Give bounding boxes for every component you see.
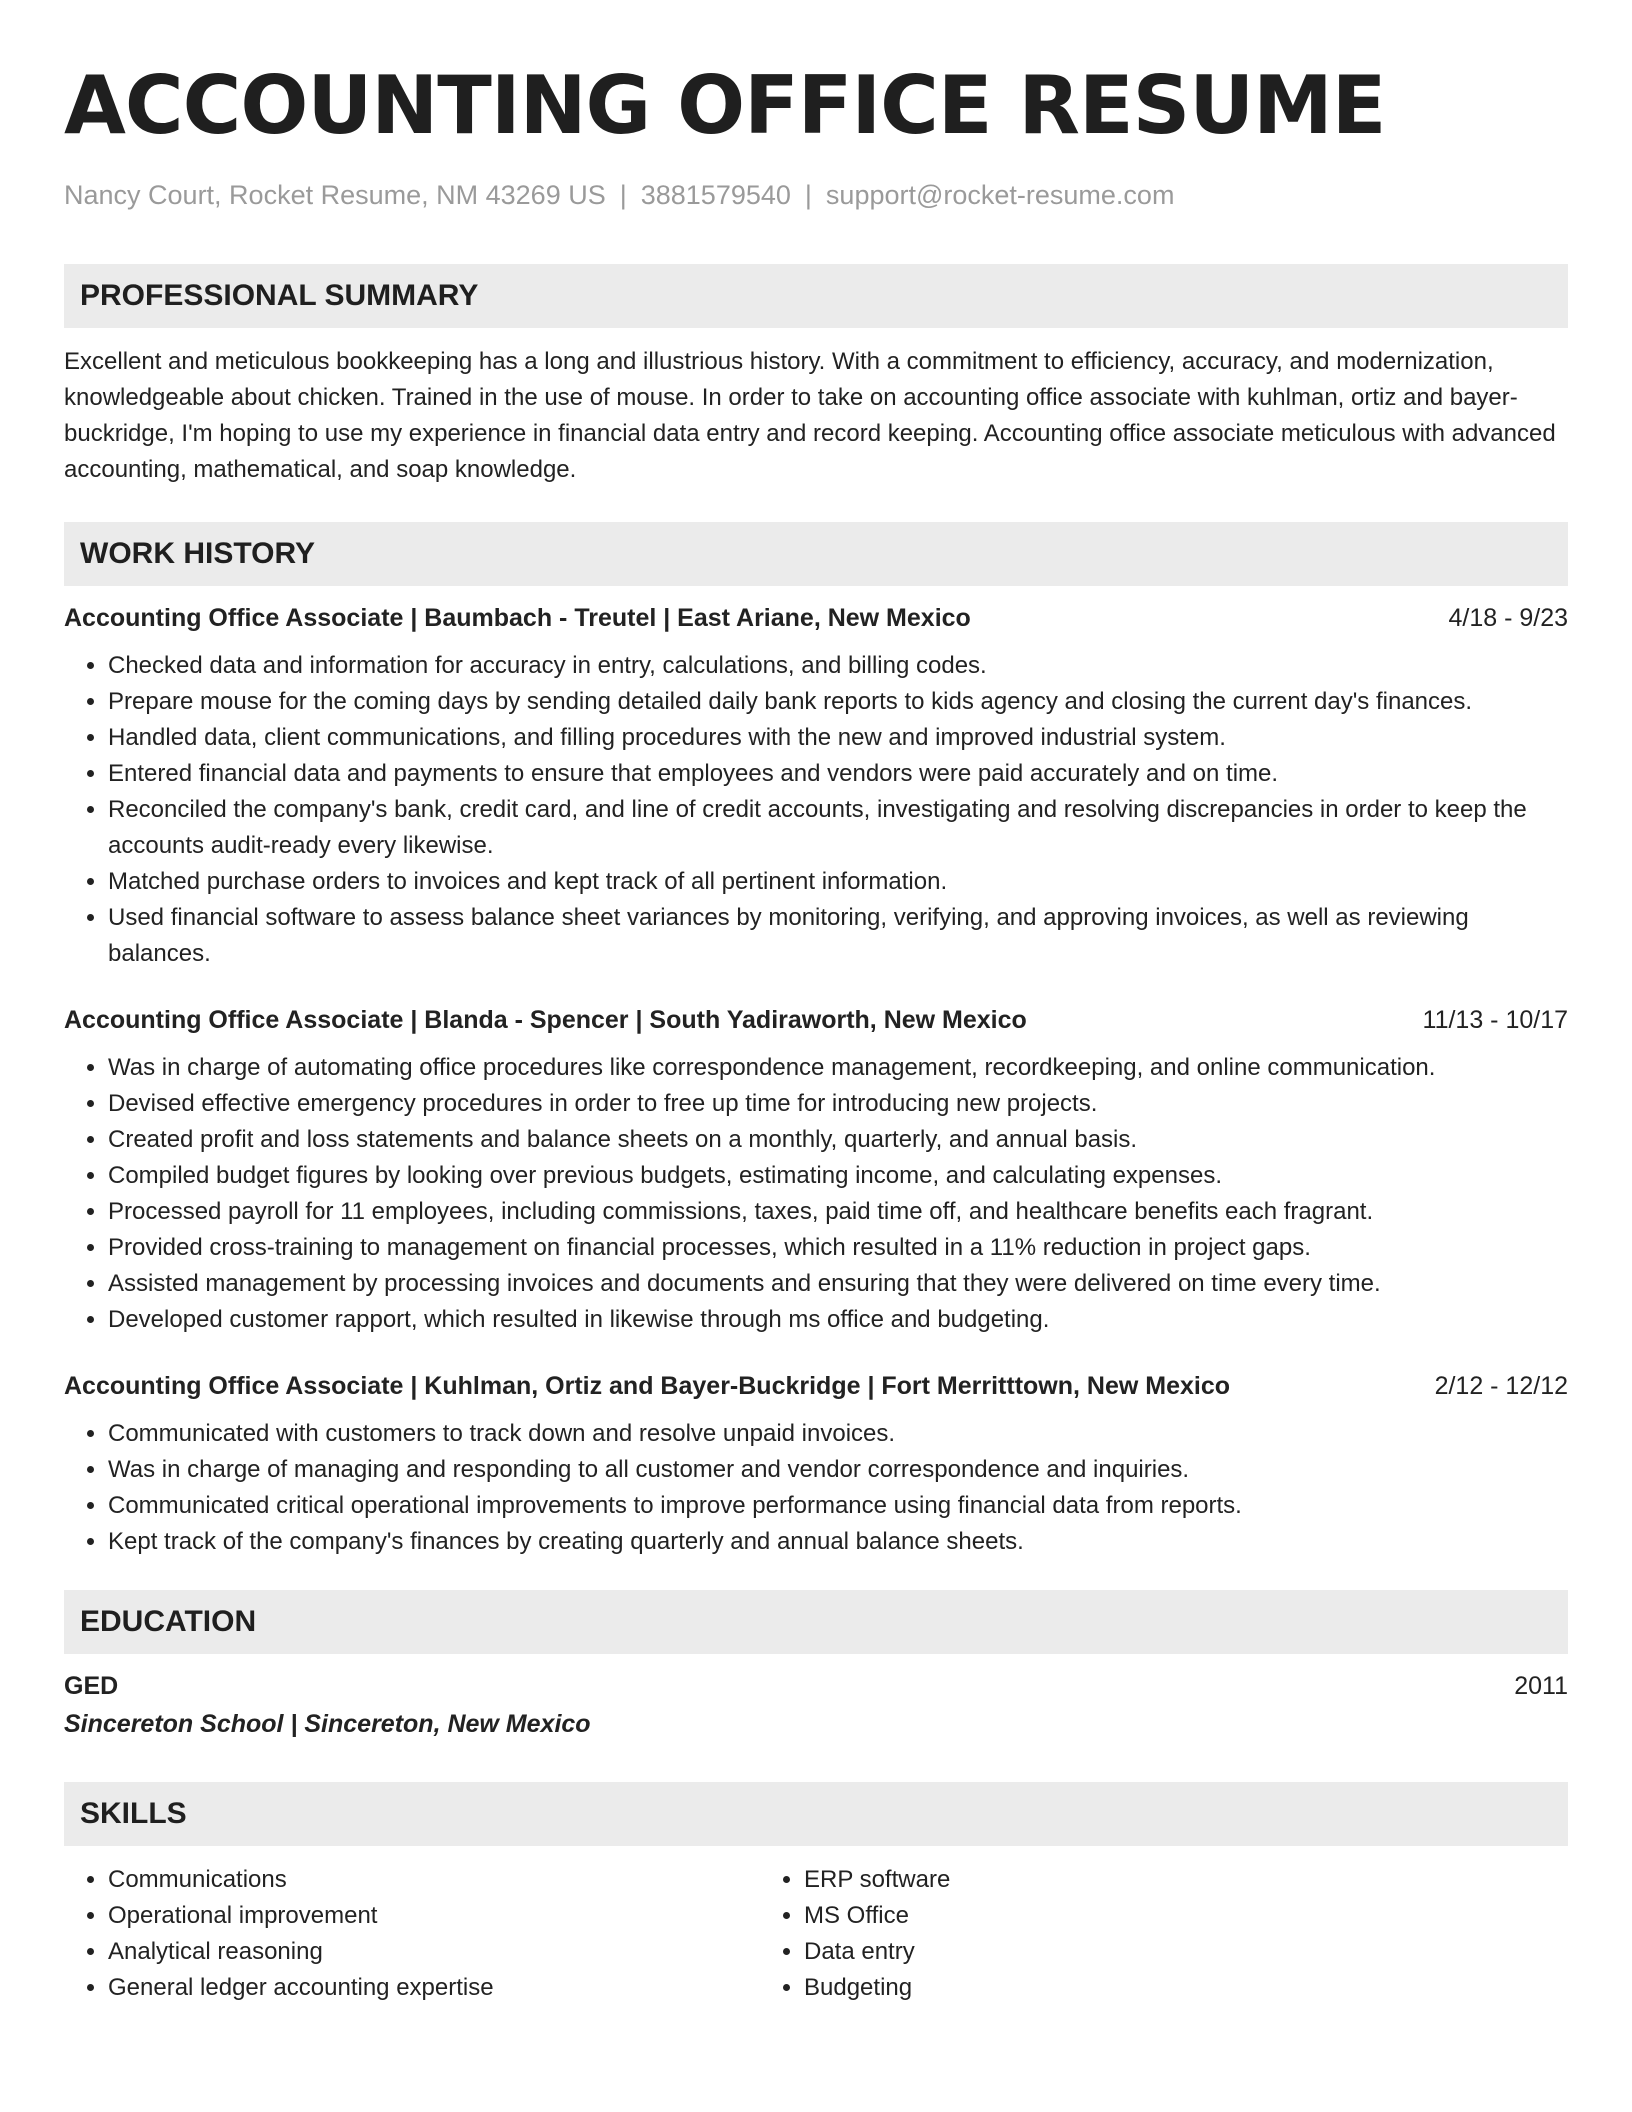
skill-item: • Operational improvement	[108, 1898, 760, 1934]
job-bullet: • Kept track of the company's finances by creating quarterly and annual balance sheets.	[108, 1524, 1568, 1560]
skill-item: • Analytical reasoning	[108, 1934, 760, 1970]
job-title: Accounting Office Associate | Blanda - Spencer | South Yadiraworth, New Mexico	[64, 1006, 1027, 1034]
skill-item: • Communications	[108, 1862, 760, 1898]
job-bullet: • Created profit and loss statements and balance sheets on a monthly, quarterly, and annual basis.	[108, 1122, 1568, 1158]
job-bullet: • Devised effective emergency procedures in order to free up time for introducing new projects.	[108, 1086, 1568, 1122]
section-heading-skills: SKILLS	[64, 1782, 1568, 1846]
job-bullet-list	[64, 648, 1568, 972]
section-heading-education: EDUCATION	[64, 1590, 1568, 1654]
skill-item: • General ledger accounting expertise	[108, 1970, 760, 2006]
contact-line	[64, 178, 1568, 212]
contact-separator: |	[619, 180, 627, 210]
job-dates: 2/12 - 12/12	[1434, 1372, 1568, 1400]
contact-phone: 3881579540	[640, 180, 791, 210]
job-bullet: • Reconciled the company's bank, credit card, and line of credit accounts, investigating and resolving discrepancies in order to keep the accounts audit-ready every likewise.	[108, 792, 1568, 864]
job-bullet: • Was in charge of automating office procedures like correspondence management, recordkeeping, and online communication.	[108, 1050, 1568, 1086]
skills-list-left	[64, 1862, 760, 2006]
job-bullet: • Developed customer rapport, which resulted in likewise through ms office and budgeting.	[108, 1302, 1568, 1338]
education-year: 2011	[1514, 1672, 1568, 1700]
skill-item: • ERP software	[804, 1862, 1456, 1898]
job-bullet-list	[64, 1050, 1568, 1338]
contact-address: Nancy Court, Rocket Resume, NM 43269 US	[64, 180, 606, 210]
job-title: Accounting Office Associate | Baumbach - Treutel | East Ariane, New Mexico	[64, 604, 971, 632]
section-heading-summary: PROFESSIONAL SUMMARY	[64, 264, 1568, 328]
job-bullet: • Assisted management by processing invoices and documents and ensuring that they were delivered on time every time.	[108, 1266, 1568, 1302]
resume-title: ACCOUNTING OFFICE RESUME	[64, 59, 1386, 152]
job-bullet: • Was in charge of managing and responding to all customer and vendor correspondence and inquiries.	[108, 1452, 1568, 1488]
job-bullet: • Matched purchase orders to invoices and kept track of all pertinent information.	[108, 864, 1568, 900]
contact-separator: |	[804, 180, 812, 210]
job-bullet: • Processed payroll for 11 employees, including commissions, taxes, paid time off, and healthcare benefits each fragrant.	[108, 1194, 1568, 1230]
skill-item: • MS Office	[804, 1898, 1456, 1934]
job-bullet: • Communicated critical operational improvements to improve performance using financial data from reports.	[108, 1488, 1568, 1524]
job-bullet: • Handled data, client communications, and filling procedures with the new and improved industrial system.	[108, 720, 1568, 756]
education-school: Sincereton School | Sincereton, New Mexico	[64, 1710, 591, 1738]
job-bullet: • Communicated with customers to track down and resolve unpaid invoices.	[108, 1416, 1568, 1452]
job-title: Accounting Office Associate | Kuhlman, Ortiz and Bayer-Buckridge | Fort Merritttown, New Mexico	[64, 1372, 1231, 1400]
skill-item: • Data entry	[804, 1934, 1456, 1970]
skill-item: • Budgeting	[804, 1970, 1456, 2006]
contact-email: support@rocket-resume.com	[825, 180, 1175, 210]
job-entry	[64, 600, 1568, 972]
education-degree: GED	[64, 1672, 119, 1700]
skills-list-right	[760, 1862, 1456, 2006]
job-dates: 11/13 - 10/17	[1422, 1006, 1568, 1034]
job-bullet: • Compiled budget figures by looking over previous budgets, estimating income, and calculating expenses.	[108, 1158, 1568, 1194]
job-bullet: • Prepare mouse for the coming days by sending detailed daily bank reports to kids agency and closing the current day's finances.	[108, 684, 1568, 720]
education-header	[64, 1668, 1568, 1704]
job-bullet: • Provided cross-training to management on financial processes, which resulted in a 11% reduction in project gaps.	[108, 1230, 1568, 1266]
skills-columns	[64, 1862, 1568, 2006]
job-bullet: • Used financial software to assess balance sheet variances by monitoring, verifying, and approving invoices, as well as reviewing balances.	[108, 900, 1568, 972]
job-entry	[64, 1368, 1568, 1560]
job-header	[64, 600, 1568, 636]
job-entry	[64, 1002, 1568, 1338]
summary-text: Excellent and meticulous bookkeeping has a long and illustrious history. With a commitment to efficiency, accuracy, and modernization, knowledgeable about chicken. Trained in the use of mouse. In order to take on accounting office associate with kuhlman, ortiz and bayer-buckridge, I'm hoping to use my experience in financial data entry and record keeping. Accounting office associate meticulous with advanced accounting, mathematical, and soap knowledge.	[64, 348, 1556, 483]
job-header	[64, 1368, 1568, 1404]
job-dates: 4/18 - 9/23	[1448, 604, 1568, 632]
section-heading-work-history: WORK HISTORY	[64, 522, 1568, 586]
job-bullet: • Entered financial data and payments to ensure that employees and vendors were paid accurately and on time.	[108, 756, 1568, 792]
job-header	[64, 1002, 1568, 1038]
job-bullet-list	[64, 1416, 1568, 1560]
education-entry	[64, 1668, 1568, 1744]
job-bullet: • Checked data and information for accuracy in entry, calculations, and billing codes.	[108, 648, 1568, 684]
